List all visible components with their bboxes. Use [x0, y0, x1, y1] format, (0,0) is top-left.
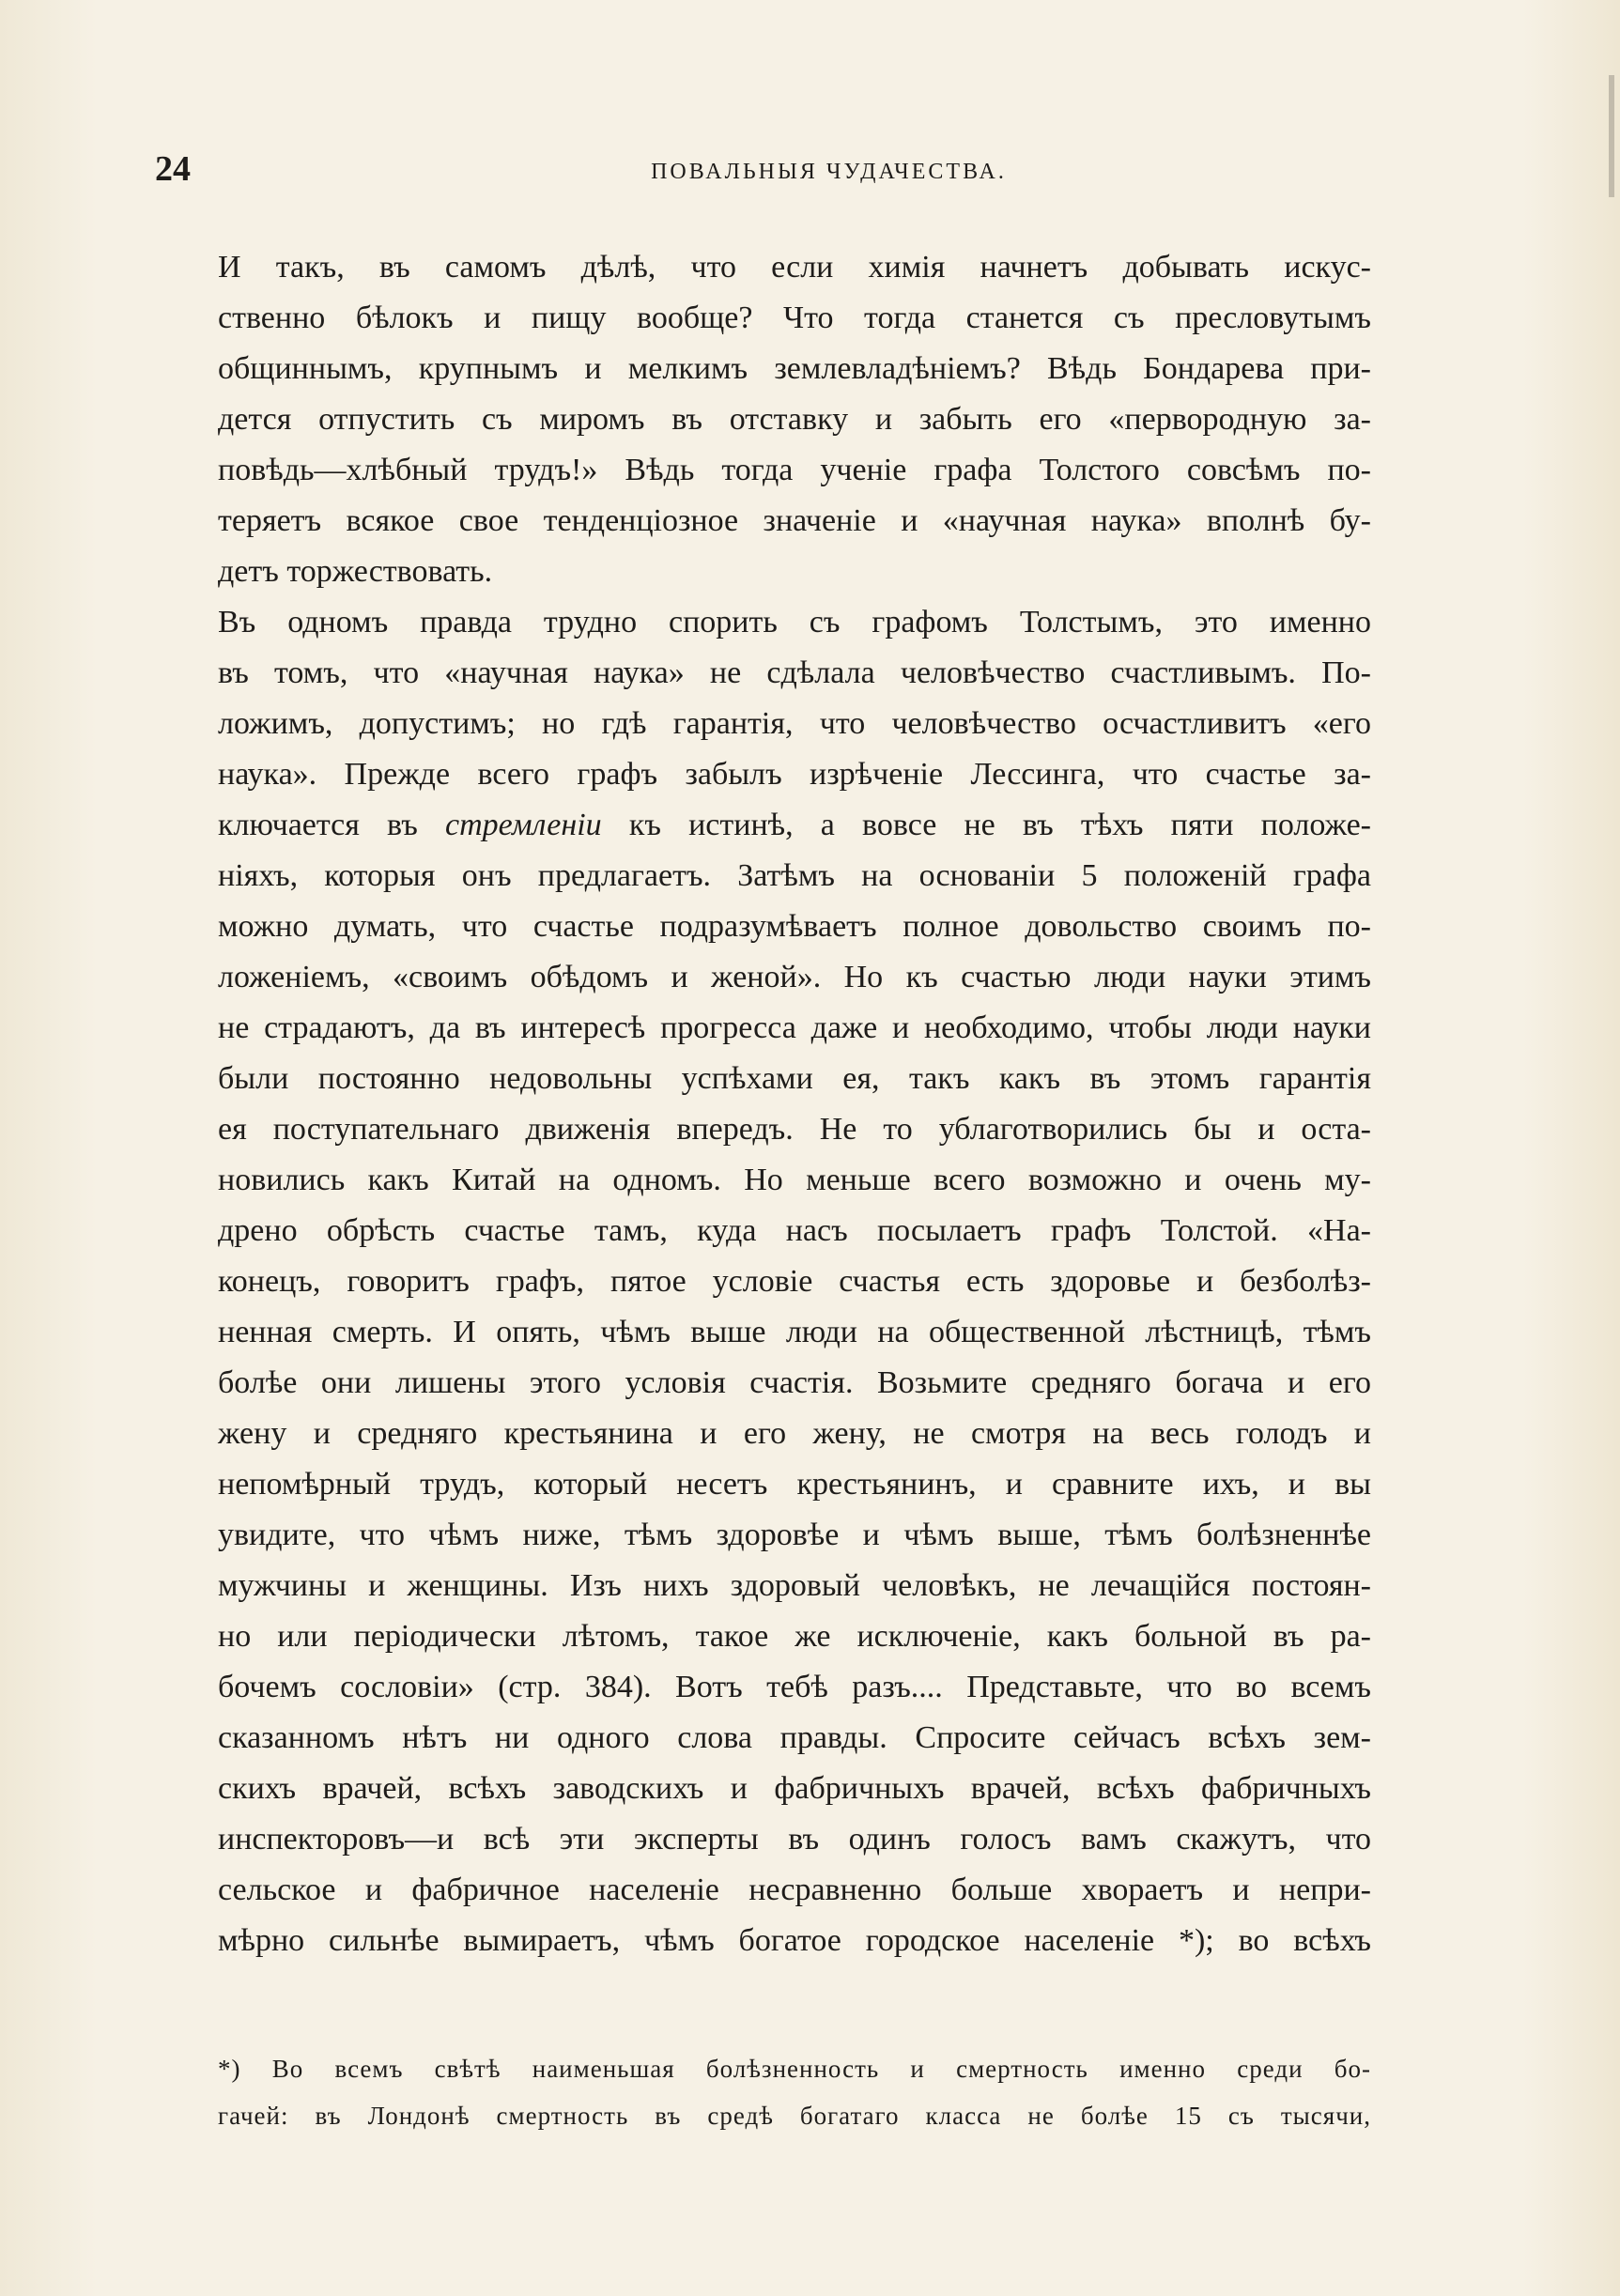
text-line: скихъ врачей, всѣхъ заводскихъ и фабричныхъ врачей, всѣхъ фабричныхъ — [218, 1771, 1371, 1806]
text-line: жену и средняго крестьянина и его жену, не смотря на весь голодъ и — [218, 1416, 1371, 1451]
text-line: ніяхъ, которыя онъ предлагаетъ. Затѣмъ на основаніи 5 положеній графа — [218, 858, 1371, 893]
text-line: повѣдь—хлѣбный трудъ!» Вѣдь тогда ученіе графа Толстого совсѣмъ по- — [218, 453, 1371, 487]
footnote — [218, 2045, 1371, 2139]
text-line: но или періодически лѣтомъ, такое же исключеніе, какъ больной въ ра- — [218, 1619, 1371, 1654]
text-line: ея поступательнаго движенія впередъ. Не то ублаготворились бы и оста- — [218, 1112, 1371, 1147]
text-line: въ томъ, что «научная наука» не сдѣлала человѣчество счастливымъ. По- — [218, 655, 1371, 690]
text-line: бочемъ сословіи» (стр. 384). Вотъ тебѣ разъ.... Представьте, что во всемъ — [218, 1670, 1371, 1704]
text-line: Въ одномъ правда трудно спорить съ графомъ Толстымъ, это именно — [218, 605, 1371, 639]
text-line: ложимъ, допустимъ; но гдѣ гарантія, что человѣчество осчастливитъ «его — [218, 706, 1371, 741]
text-line: дрено обрѣсть счастье тамъ, куда насъ посылаетъ графъ Толстой. «На- — [218, 1213, 1371, 1248]
footnote-line: *) Во всемъ свѣтѣ наименьшая болѣзненность и смертность именно среди бо- — [218, 2055, 1371, 2083]
text-line: ственно бѣлокъ и пищу вообще? Что тогда станется съ пресловутымъ — [218, 300, 1371, 335]
text-line: И такъ, въ самомъ дѣлѣ, что если химія начнетъ добывать искус- — [218, 250, 1371, 285]
text-line: непомѣрный трудъ, который несетъ крестьянинъ, и сравните ихъ, и вы — [218, 1467, 1371, 1502]
text-line: новились какъ Китай на одномъ. Но меньше всего возможно и очень му- — [218, 1163, 1371, 1197]
text-line: теряетъ всякое свое тенденціозное значеніе и «научная наука» вполнѣ бу- — [218, 503, 1371, 538]
text-line: были постоянно недовольны успѣхами ея, такъ какъ въ этомъ гарантія — [218, 1061, 1371, 1096]
text-line: увидите, что чѣмъ ниже, тѣмъ здоровѣе и чѣмъ выше, тѣмъ болѣзненнѣе — [218, 1518, 1371, 1552]
page-number: 24 — [155, 149, 191, 189]
text-line: мѣрно сильнѣе вымираетъ, чѣмъ богатое городское населеніе *); во всѣхъ — [218, 1923, 1371, 1958]
text-line: ложеніемъ, «своимъ обѣдомъ и женой». Но къ счастью люди науки этимъ — [218, 960, 1371, 994]
text-line: ключается въ стремленіи къ истинѣ, а вовсе не въ тѣхъ пяти положе- — [218, 808, 1371, 842]
text-line: инспекторовъ—и всѣ эти эксперты въ одинъ голосъ вамъ скажутъ, что — [218, 1822, 1371, 1857]
text-line: ненная смерть. И опять, чѣмъ выше люди на общественной лѣстницѣ, тѣмъ — [218, 1315, 1371, 1349]
emphasis: стремленіи — [445, 808, 602, 842]
text-line: общиннымъ, крупнымъ и мелкимъ землевладѣніемъ? Вѣдь Бондарева при- — [218, 351, 1371, 386]
text-line: наука». Прежде всего графъ забылъ изрѣченіе Лессинга, что счастье за- — [218, 757, 1371, 792]
text-line: болѣе они лишены этого условія счастія. Возьмите средняго богача и его — [218, 1365, 1371, 1400]
text-line: мужчины и женщины. Изъ нихъ здоровый человѣкъ, не лечащійся постоян- — [218, 1568, 1371, 1603]
text-line: сказанномъ нѣтъ ни одного слова правды. Спросите сейчасъ всѣхъ зем- — [218, 1720, 1371, 1755]
text-line: дется отпустить съ миромъ въ отставку и забыть его «первородную за- — [218, 402, 1371, 437]
text-line: детъ торжествовать. — [218, 554, 493, 589]
footnote-line: гачей: въ Лондонѣ смертность въ средѣ богатаго класса не болѣе 15 съ тысячи, — [218, 2102, 1371, 2130]
text-line: сельское и фабричное населеніе несравненно больше хвораетъ и непри- — [218, 1872, 1371, 1907]
text-line: конецъ, говоритъ графъ, пятое условіе счастья есть здоровье и безболѣз- — [218, 1264, 1371, 1299]
text-line: не страдаютъ, да въ интересѣ прогресса даже и необходимо, чтобы люди науки — [218, 1010, 1371, 1045]
running-title: ПОВАЛЬНЫЯ ЧУДАЧЕСТВА. — [651, 160, 1007, 184]
body-text — [218, 242, 1371, 1966]
text-line: можно думать, что счастье подразумѣваетъ полное довольство своимъ по- — [218, 909, 1371, 944]
